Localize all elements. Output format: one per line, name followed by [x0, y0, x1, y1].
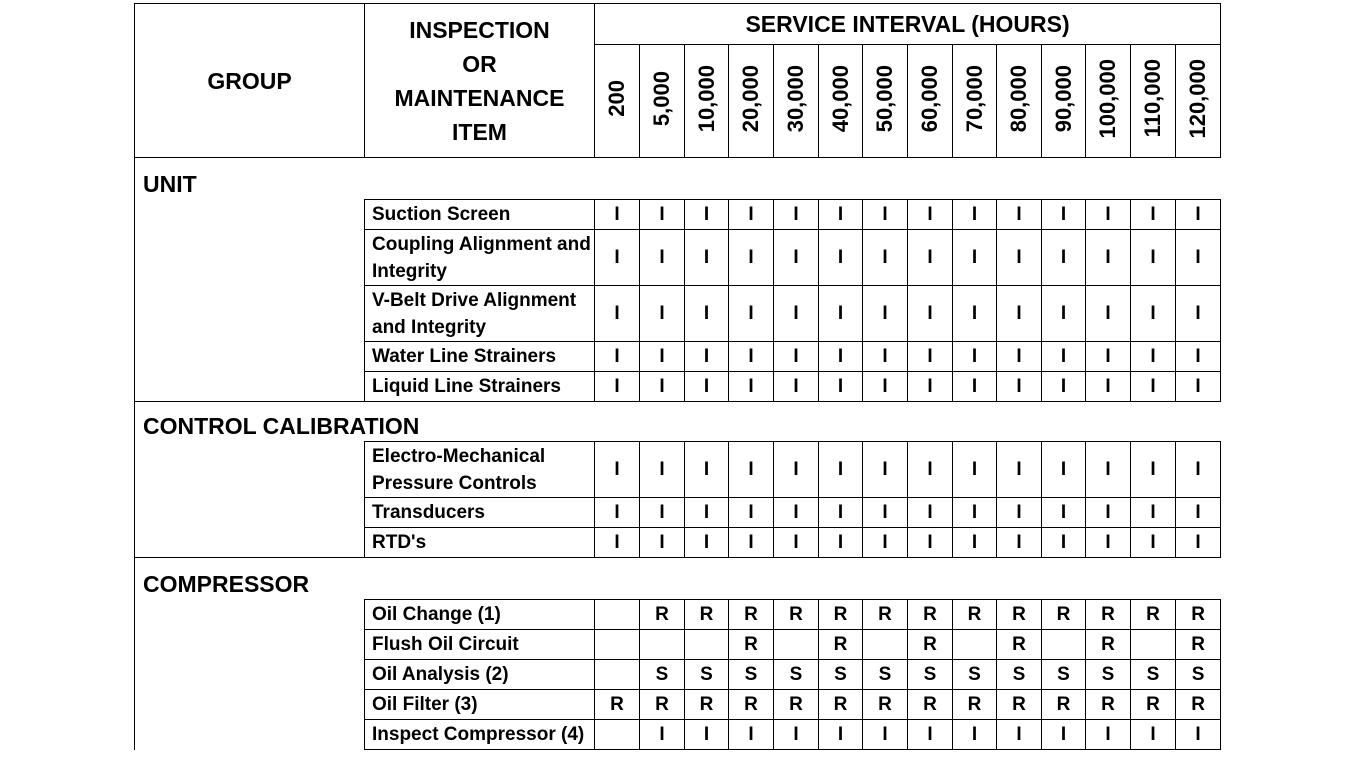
item-label: Transducers: [365, 498, 595, 528]
interval-mark: I: [819, 200, 863, 230]
interval-mark: R: [774, 600, 819, 630]
interval-mark: [1131, 630, 1176, 660]
interval-mark: R: [863, 600, 908, 630]
interval-mark: I: [685, 230, 729, 286]
interval-mark: I: [1176, 528, 1221, 558]
interval-mark: I: [1042, 286, 1086, 342]
interval-mark: I: [819, 342, 863, 372]
interval-mark: I: [908, 230, 953, 286]
group-blank-cell: [135, 200, 365, 230]
interval-mark: I: [953, 286, 997, 342]
item-label: RTD's: [365, 528, 595, 558]
interval-mark: I: [863, 342, 908, 372]
interval-mark: I: [1176, 230, 1221, 286]
interval-label: 70,000: [961, 64, 987, 133]
interval-mark: I: [1042, 230, 1086, 286]
interval-mark: I: [1176, 442, 1221, 498]
item-header-line: INSPECTION: [409, 16, 550, 43]
interval-mark: R: [1042, 600, 1086, 630]
interval-mark: R: [863, 690, 908, 720]
interval-mark: I: [953, 528, 997, 558]
interval-mark: I: [685, 286, 729, 342]
interval-mark: S: [1176, 660, 1221, 690]
interval-mark: R: [1086, 600, 1131, 630]
interval-mark: R: [1131, 690, 1176, 720]
interval-mark: I: [1086, 372, 1131, 402]
interval-label: 40,000: [827, 64, 853, 133]
interval-mark: I: [863, 442, 908, 498]
group-blank-cell: [135, 690, 365, 720]
interval-mark: R: [819, 600, 863, 630]
interval-mark: I: [1086, 498, 1131, 528]
interval-mark: I: [774, 528, 819, 558]
interval-mark: I: [729, 342, 774, 372]
interval-mark: I: [908, 442, 953, 498]
interval-mark: I: [908, 342, 953, 372]
interval-mark: I: [774, 342, 819, 372]
interval-mark: I: [595, 498, 640, 528]
table-row: [135, 720, 1221, 750]
interval-mark: S: [729, 660, 774, 690]
interval-mark: I: [1176, 286, 1221, 342]
interval-label: 60,000: [917, 64, 942, 133]
interval-mark: I: [1131, 286, 1176, 342]
interval-mark: I: [997, 528, 1042, 558]
interval-mark: I: [953, 442, 997, 498]
interval-mark: I: [640, 498, 685, 528]
interval-mark: R: [729, 690, 774, 720]
item-label: Electro-Mechanical Pressure Controls: [365, 442, 595, 498]
table-row: [135, 372, 1221, 402]
interval-mark: R: [640, 690, 685, 720]
interval-mark: I: [595, 200, 640, 230]
interval-mark: R: [997, 690, 1042, 720]
table-row: [135, 498, 1221, 528]
table-row: [135, 200, 1221, 230]
interval-mark: I: [819, 372, 863, 402]
interval-mark: I: [640, 442, 685, 498]
interval-mark: I: [685, 720, 729, 750]
interval-mark: I: [1086, 200, 1131, 230]
interval-mark: I: [1131, 442, 1176, 498]
table-row: [135, 630, 1221, 660]
interval-mark: I: [997, 342, 1042, 372]
interval-mark: I: [1086, 720, 1131, 750]
interval-mark: I: [1086, 442, 1131, 498]
item-label: Water Line Strainers: [365, 342, 595, 372]
interval-header-cell: [729, 45, 774, 158]
interval-mark: I: [685, 498, 729, 528]
interval-mark: I: [685, 442, 729, 498]
interval-mark: I: [997, 200, 1042, 230]
interval-mark: I: [640, 720, 685, 750]
item-label: Oil Change (1): [365, 600, 595, 630]
group-blank-cell: [135, 630, 365, 660]
interval-mark: I: [1131, 372, 1176, 402]
interval-mark: I: [1086, 286, 1131, 342]
interval-mark: S: [685, 660, 729, 690]
interval-mark: I: [685, 200, 729, 230]
interval-mark: I: [1042, 528, 1086, 558]
interval-label: 20,000: [738, 64, 763, 133]
interval-mark: R: [1176, 690, 1221, 720]
interval-mark: S: [774, 660, 819, 690]
interval-mark: R: [729, 630, 774, 660]
interval-mark: I: [1042, 200, 1086, 230]
interval-mark: I: [997, 498, 1042, 528]
interval-mark: I: [863, 498, 908, 528]
interval-mark: R: [1086, 630, 1131, 660]
group-name: COMPRESSOR: [135, 558, 365, 600]
interval-mark: R: [774, 690, 819, 720]
interval-mark: I: [595, 528, 640, 558]
interval-mark: I: [640, 342, 685, 372]
interval-mark: I: [685, 372, 729, 402]
interval-mark: [595, 720, 640, 750]
interval-mark: I: [1042, 342, 1086, 372]
interval-mark: I: [1042, 372, 1086, 402]
interval-mark: I: [908, 200, 953, 230]
group-blank-cell: [135, 442, 365, 498]
item-label: Oil Filter (3): [365, 690, 595, 720]
interval-mark: I: [953, 200, 997, 230]
interval-mark: S: [1042, 660, 1086, 690]
interval-mark: I: [1086, 342, 1131, 372]
group-row-spacer: [365, 402, 1221, 442]
interval-mark: I: [1131, 720, 1176, 750]
interval-mark: I: [640, 372, 685, 402]
group-header: GROUP: [135, 4, 365, 158]
interval-mark: I: [729, 230, 774, 286]
interval-mark: I: [729, 442, 774, 498]
interval-mark: R: [908, 600, 953, 630]
interval-mark: [953, 630, 997, 660]
interval-mark: I: [997, 720, 1042, 750]
interval-mark: I: [819, 498, 863, 528]
item-label: Flush Oil Circuit: [365, 630, 595, 660]
interval-mark: I: [908, 720, 953, 750]
interval-label: 80,000: [1006, 64, 1031, 133]
interval-header-cell: [819, 45, 863, 158]
interval-mark: I: [863, 286, 908, 342]
interval-label: 100,000: [1095, 58, 1120, 139]
interval-mark: I: [685, 528, 729, 558]
interval-header-cell: [685, 45, 729, 158]
interval-header-cell: [1176, 45, 1221, 158]
item-header-line: ITEM: [452, 118, 507, 145]
interval-mark: I: [774, 372, 819, 402]
group-blank-cell: [135, 372, 365, 402]
interval-mark: R: [997, 630, 1042, 660]
interval-mark: R: [997, 600, 1042, 630]
interval-mark: I: [819, 442, 863, 498]
interval-mark: S: [1131, 660, 1176, 690]
interval-mark: I: [997, 230, 1042, 286]
interval-mark: I: [1131, 342, 1176, 372]
interval-mark: I: [908, 498, 953, 528]
interval-mark: I: [1131, 200, 1176, 230]
interval-mark: I: [640, 286, 685, 342]
interval-mark: I: [640, 230, 685, 286]
interval-mark: I: [863, 230, 908, 286]
group-blank-cell: [135, 342, 365, 372]
interval-header-cell: [1086, 45, 1131, 158]
group-blank-cell: [135, 498, 365, 528]
interval-mark: I: [1131, 230, 1176, 286]
interval-mark: I: [1131, 498, 1176, 528]
interval-header-cell: [953, 45, 997, 158]
interval-mark: I: [908, 372, 953, 402]
interval-mark: [685, 630, 729, 660]
interval-mark: R: [640, 600, 685, 630]
interval-label: 10,000: [693, 64, 719, 133]
interval-mark: I: [1176, 342, 1221, 372]
group-blank-cell: [135, 230, 365, 286]
item-label: Liquid Line Strainers: [365, 372, 595, 402]
interval-mark: S: [908, 660, 953, 690]
interval-mark: I: [819, 720, 863, 750]
interval-mark: R: [908, 690, 953, 720]
interval-header-cell: [908, 45, 953, 158]
table-row: [135, 528, 1221, 558]
interval-mark: R: [685, 690, 729, 720]
interval-mark: I: [863, 720, 908, 750]
interval-mark: I: [640, 528, 685, 558]
interval-mark: S: [863, 660, 908, 690]
group-blank-cell: [135, 286, 365, 342]
group-blank-cell: [135, 660, 365, 690]
group-row-spacer: [365, 158, 1221, 200]
table-row: [135, 442, 1221, 498]
interval-mark: I: [595, 442, 640, 498]
interval-mark: S: [953, 660, 997, 690]
interval-header-cell: [1042, 45, 1086, 158]
interval-mark: I: [1042, 442, 1086, 498]
interval-mark: I: [1176, 200, 1221, 230]
interval-mark: I: [863, 372, 908, 402]
interval-mark: I: [774, 720, 819, 750]
table-row: [135, 600, 1221, 630]
interval-mark: I: [863, 528, 908, 558]
interval-label: 120,000: [1185, 58, 1211, 139]
item-header-line: OR: [462, 50, 497, 77]
interval-mark: I: [595, 286, 640, 342]
interval-mark: I: [908, 528, 953, 558]
interval-mark: I: [997, 372, 1042, 402]
interval-mark: [774, 630, 819, 660]
interval-mark: I: [729, 372, 774, 402]
interval-label: 50,000: [872, 64, 897, 133]
interval-mark: I: [774, 230, 819, 286]
interval-mark: I: [1131, 528, 1176, 558]
interval-mark: I: [953, 342, 997, 372]
interval-mark: I: [1042, 720, 1086, 750]
interval-mark: R: [1176, 630, 1221, 660]
interval-mark: R: [685, 600, 729, 630]
interval-mark: R: [1042, 690, 1086, 720]
interval-mark: I: [774, 442, 819, 498]
interval-mark: I: [953, 720, 997, 750]
interval-mark: I: [953, 230, 997, 286]
interval-mark: R: [953, 690, 997, 720]
table-row: [135, 230, 1221, 286]
interval-mark: I: [729, 528, 774, 558]
interval-mark: [595, 600, 640, 630]
maintenance-schedule-table: [134, 3, 1221, 750]
interval-mark: I: [997, 442, 1042, 498]
interval-mark: [1042, 630, 1086, 660]
interval-mark: I: [729, 200, 774, 230]
interval-label: 110,000: [1140, 59, 1165, 138]
interval-mark: I: [1176, 498, 1221, 528]
interval-header-cell: [1131, 45, 1176, 158]
interval-mark: S: [997, 660, 1042, 690]
interval-mark: I: [819, 230, 863, 286]
table-row: [135, 660, 1221, 690]
item-header-line: MAINTENANCE: [394, 84, 565, 111]
interval-mark: [595, 630, 640, 660]
interval-mark: I: [729, 720, 774, 750]
service-interval-header: SERVICE INTERVAL (HOURS): [595, 4, 1221, 45]
interval-mark: I: [819, 528, 863, 558]
interval-mark: R: [953, 600, 997, 630]
interval-label: 200: [604, 80, 629, 117]
interval-mark: R: [729, 600, 774, 630]
interval-mark: R: [819, 630, 863, 660]
interval-mark: I: [863, 200, 908, 230]
item-label: Inspect Compressor (4): [365, 720, 595, 750]
item-label: V-Belt Drive Alignment and Integrity: [365, 286, 595, 342]
interval-mark: I: [774, 286, 819, 342]
interval-mark: R: [908, 630, 953, 660]
interval-mark: I: [685, 342, 729, 372]
interval-mark: I: [1042, 498, 1086, 528]
item-label: Suction Screen: [365, 200, 595, 230]
group-blank-cell: [135, 600, 365, 630]
interval-mark: R: [819, 690, 863, 720]
interval-mark: S: [819, 660, 863, 690]
interval-mark: I: [1176, 720, 1221, 750]
interval-mark: I: [953, 498, 997, 528]
interval-header-cell: [774, 45, 819, 158]
interval-header-cell: [640, 45, 685, 158]
interval-mark: [863, 630, 908, 660]
group-blank-cell: [135, 720, 365, 750]
interval-mark: I: [819, 286, 863, 342]
interval-mark: R: [1086, 690, 1131, 720]
item-label: Coupling Alignment and Integrity: [365, 230, 595, 286]
interval-mark: I: [729, 498, 774, 528]
interval-header-cell: [997, 45, 1042, 158]
interval-label: 30,000: [783, 64, 808, 133]
table-row: [135, 342, 1221, 372]
table-row: [135, 286, 1221, 342]
group-row-spacer: [365, 558, 1221, 600]
interval-mark: I: [1086, 230, 1131, 286]
interval-mark: I: [1176, 372, 1221, 402]
interval-mark: S: [640, 660, 685, 690]
interval-mark: I: [595, 342, 640, 372]
group-name: CONTROL CALIBRATION: [135, 402, 365, 442]
interval-mark: R: [1176, 600, 1221, 630]
interval-mark: I: [640, 200, 685, 230]
interval-mark: R: [1131, 600, 1176, 630]
table-row: [135, 690, 1221, 720]
group-name: UNIT: [135, 158, 365, 200]
interval-mark: S: [1086, 660, 1131, 690]
interval-mark: [595, 660, 640, 690]
interval-mark: I: [997, 286, 1042, 342]
interval-mark: I: [595, 230, 640, 286]
interval-mark: I: [774, 200, 819, 230]
interval-mark: [640, 630, 685, 660]
interval-label: 5,000: [649, 70, 674, 127]
interval-header-cell: [595, 45, 640, 158]
interval-mark: I: [774, 498, 819, 528]
interval-mark: I: [908, 286, 953, 342]
item-header: [365, 4, 595, 158]
item-label: Oil Analysis (2): [365, 660, 595, 690]
interval-header-cell: [863, 45, 908, 158]
interval-mark: I: [595, 372, 640, 402]
interval-mark: R: [595, 690, 640, 720]
interval-mark: I: [729, 286, 774, 342]
group-blank-cell: [135, 528, 365, 558]
interval-mark: I: [1086, 528, 1131, 558]
interval-mark: I: [953, 372, 997, 402]
interval-label: 90,000: [1050, 64, 1076, 133]
